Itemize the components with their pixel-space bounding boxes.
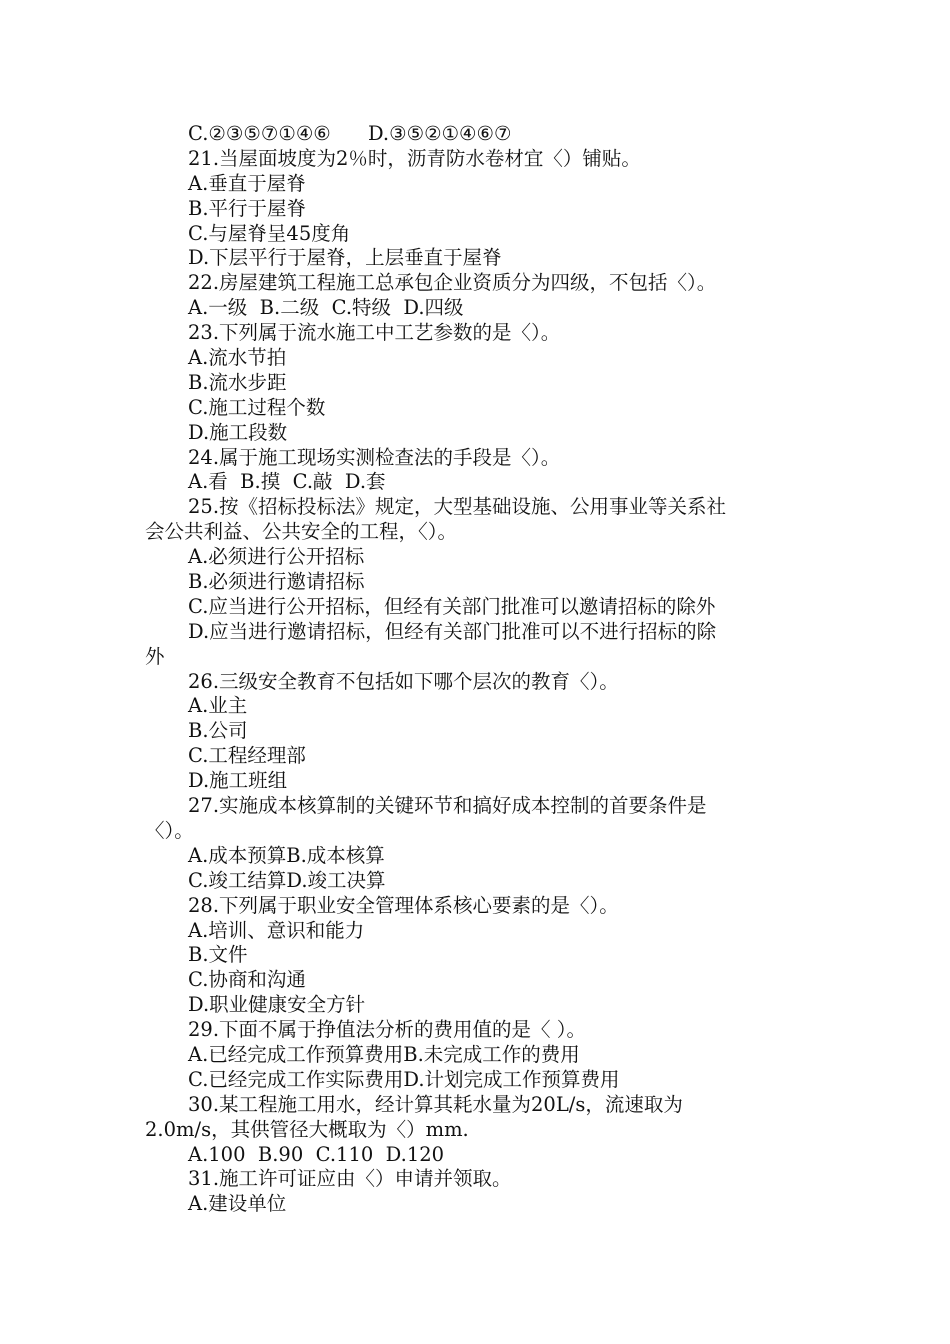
option-line: A.培训、意识和能力	[188, 918, 365, 942]
option-line: C.应当进行公开招标，但经有关部门批准可以邀请招标的除外	[188, 594, 716, 618]
option-line: C.协商和沟通	[188, 968, 306, 992]
option-line: C.与屋脊呈45度角	[188, 221, 351, 245]
question-29: 29.下面不属于挣值法分析的费用值的是〈 ）。	[188, 1018, 586, 1042]
option-line: B.公司	[188, 719, 248, 743]
question-22: 22.房屋建筑工程施工总承包企业资质分为四级，不包括〈）。	[188, 271, 717, 295]
question-30: 30.某工程施工用水，经计算其耗水量为20L/s，流速取为	[188, 1092, 683, 1116]
option-line: A.业主	[188, 694, 248, 718]
option-line: A.成本预算B.成本核算	[188, 843, 385, 867]
option-line: C.工程经理部	[188, 744, 306, 768]
option-line: D.施工段数	[188, 420, 288, 444]
option-line: A.看 B.摸 C.敲 D.套	[188, 470, 386, 494]
option-line: A.一级 B.二级 C.特级 D.四级	[188, 296, 464, 320]
option-line: D.下层平行于屋脊，上层垂直于屋脊	[188, 246, 502, 270]
option-line: B.流水步距	[188, 370, 287, 394]
option-line: A.100 B.90 C.110 D.120	[188, 1142, 445, 1166]
question-27: 27.实施成本核算制的关键环节和搞好成本控制的首要条件是	[188, 794, 707, 818]
question-27-continued: 〈）。	[145, 818, 194, 842]
option-line: A.已经完成工作预算费用B.未完成工作的费用	[188, 1042, 580, 1066]
option-line: D.施工班组	[188, 769, 288, 793]
option-line: B.必须进行邀请招标	[188, 570, 365, 594]
question-26: 26.三级安全教育不包括如下哪个层次的教育〈）。	[188, 669, 619, 693]
question-21: 21.当屋面坡度为2％时，沥青防水卷材宜〈）铺贴。	[188, 146, 641, 170]
option-line: A.建设单位	[188, 1192, 287, 1216]
document-page	[145, 122, 810, 1217]
option-line: C.②③⑤⑦①④⑥ D.③⑤②①④⑥⑦	[188, 122, 512, 145]
option-line: A.垂直于屋脊	[188, 171, 306, 195]
question-23: 23.下列属于流水施工中工艺参数的是〈）。	[188, 321, 561, 345]
option-line: B.平行于屋脊	[188, 196, 307, 220]
question-24: 24.属于施工现场实测检查法的手段是〈）。	[188, 445, 561, 469]
option-line: A.必须进行公开招标	[188, 545, 365, 569]
question-25-continued: 会公共利益、公共安全的工程，〈）。	[145, 520, 458, 544]
option-line: A.流水节拍	[188, 346, 287, 370]
question-30-continued: 2.0m/s，其供管径大概取为〈）mm.	[145, 1117, 469, 1141]
question-31: 31.施工许可证应由〈）申请并领取。	[188, 1167, 512, 1191]
option-line: D.应当进行邀请招标，但经有关部门批准可以不进行招标的除	[188, 619, 717, 643]
option-line: C.已经完成工作实际费用D.计划完成工作预算费用	[188, 1067, 620, 1091]
option-line: B.文件	[188, 943, 248, 967]
question-25: 25.按《招标投标法》规定，大型基础设施、公用事业等关系社	[188, 495, 727, 519]
question-28: 28.下列属于职业安全管理体系核心要素的是〈）。	[188, 893, 619, 917]
option-line: C.施工过程个数	[188, 395, 326, 419]
option-line: C.竣工结算D.竣工决算	[188, 868, 386, 892]
option-line-continued: 外	[145, 644, 165, 668]
option-line: D.职业健康安全方针	[188, 993, 366, 1017]
